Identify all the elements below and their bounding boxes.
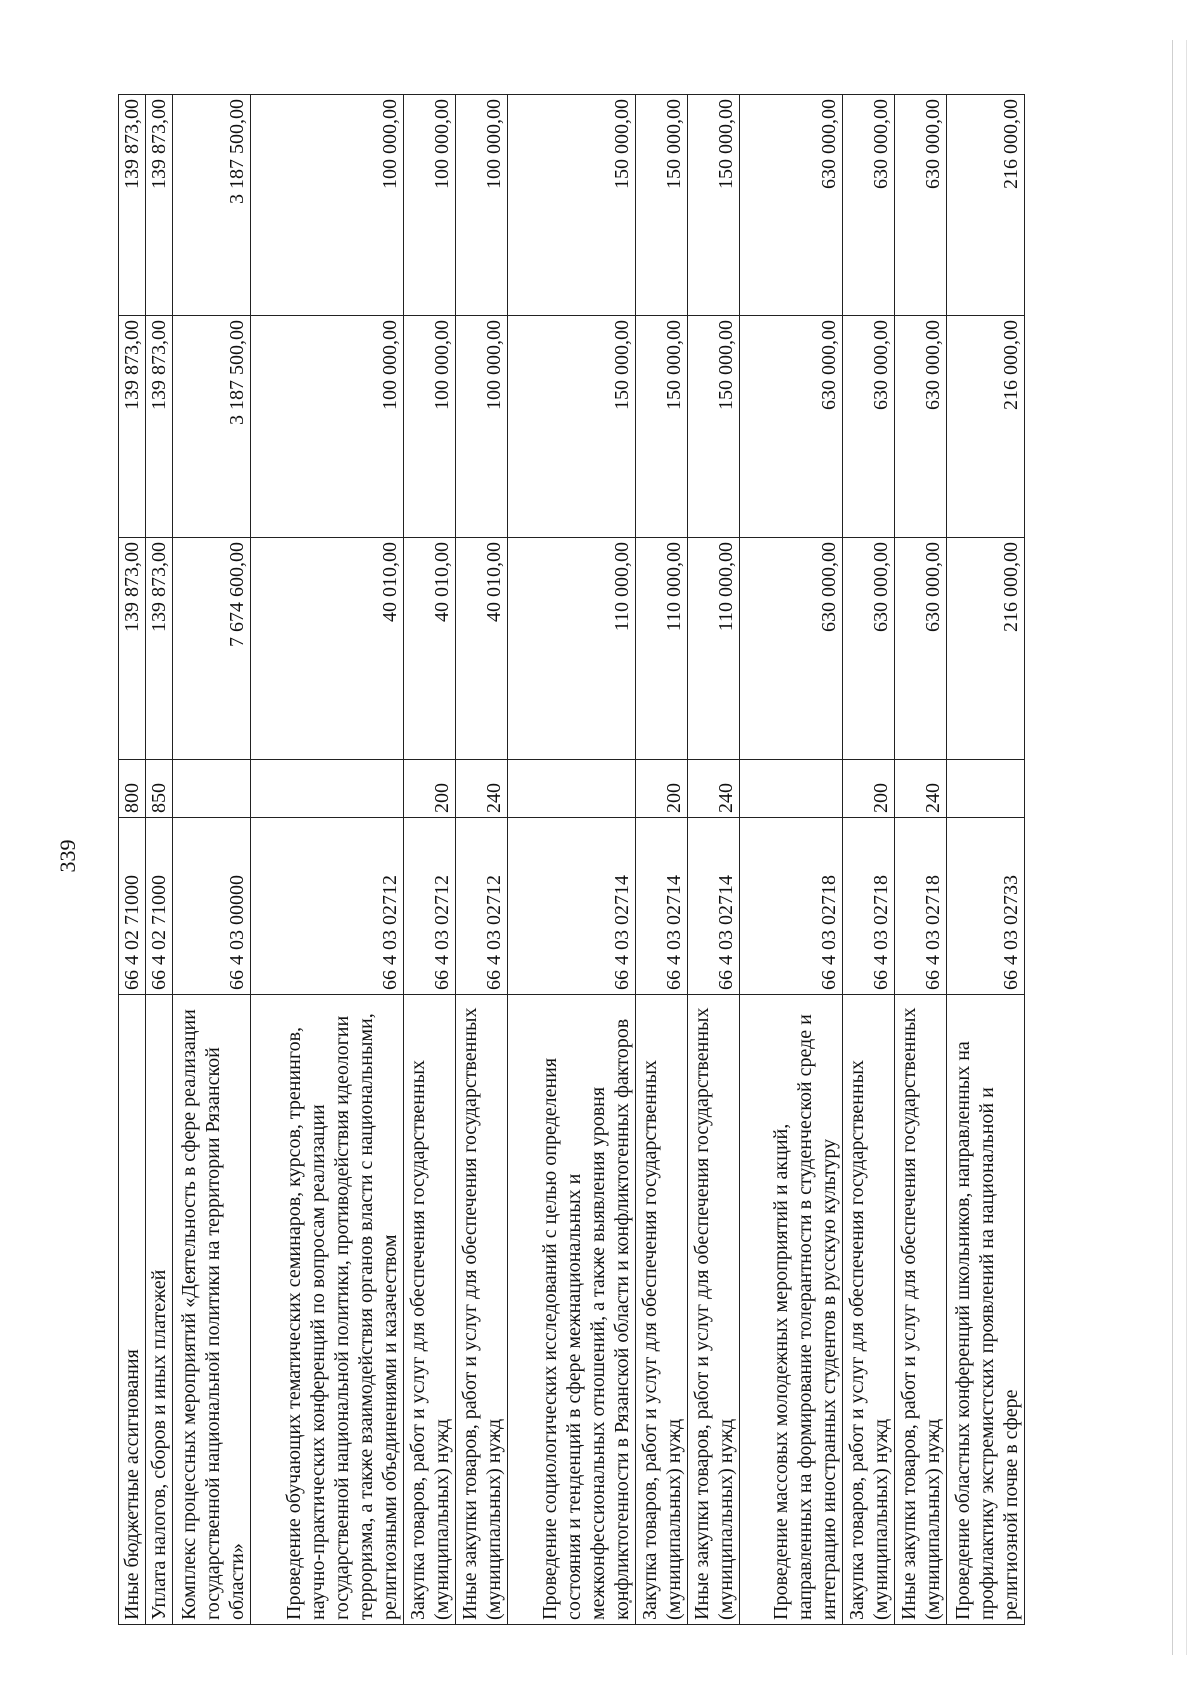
row-amount-3-cell: 100 000,00 bbox=[404, 95, 456, 316]
table-row bbox=[636, 95, 688, 1625]
row-expense-type-cell: 200 bbox=[636, 760, 688, 818]
row-amount-2-cell: 150 000,00 bbox=[508, 316, 636, 538]
row-code-cell: 66 4 03 02718 bbox=[895, 818, 947, 995]
row-code-cell: 66 4 03 02718 bbox=[843, 818, 895, 995]
page-number: 339 bbox=[55, 839, 80, 873]
row-expense-type-cell: 200 bbox=[404, 760, 456, 818]
row-amount-3-cell: 630 000,00 bbox=[740, 95, 843, 316]
row-code-cell: 66 4 03 02712 bbox=[456, 818, 508, 995]
row-amount-3-cell: 100 000,00 bbox=[251, 95, 404, 316]
row-amount-1-cell: 110 000,00 bbox=[688, 538, 740, 760]
row-code-cell: 66 4 03 02712 bbox=[251, 818, 404, 995]
row-expense-type-cell bbox=[740, 760, 843, 818]
row-amount-1-cell: 216 000,00 bbox=[947, 538, 1025, 760]
row-name-cell: Уплата налогов, сборов и иных платежей bbox=[146, 995, 173, 1625]
table-row bbox=[146, 95, 173, 1625]
row-code-cell: 66 4 03 02712 bbox=[404, 818, 456, 995]
row-expense-type-cell bbox=[947, 760, 1025, 818]
row-expense-type-cell: 240 bbox=[688, 760, 740, 818]
row-amount-2-cell: 139 873,00 bbox=[146, 316, 173, 538]
row-name-cell: Проведение обучающих тематических семинаров, курсов, тренингов, научно-практических конференций по вопросам реализации государственной национальной политики, противодействия идеологии терроризма, а также взаимодействия органов власти с национальными, религиозными объединениями и казачеством bbox=[251, 995, 404, 1625]
row-expense-type-cell bbox=[251, 760, 404, 818]
row-name-cell: Проведение социологических исследований с целью определения состояния и тенденций в сфере межнациональных и межконфессиональных отношений, а также выявления уровня конфликтогенности в Рязанской области и конфликтогенных факторов bbox=[508, 995, 636, 1625]
row-expense-type-cell: 200 bbox=[843, 760, 895, 818]
row-amount-2-cell: 100 000,00 bbox=[456, 316, 508, 538]
row-amount-3-cell: 630 000,00 bbox=[895, 95, 947, 316]
row-amount-1-cell: 630 000,00 bbox=[843, 538, 895, 760]
row-amount-2-cell: 630 000,00 bbox=[740, 316, 843, 538]
row-amount-3-cell: 100 000,00 bbox=[456, 95, 508, 316]
table-row bbox=[251, 95, 404, 1625]
row-expense-type-cell bbox=[508, 760, 636, 818]
row-code-cell: 66 4 03 00000 bbox=[173, 818, 251, 995]
row-amount-1-cell: 139 873,00 bbox=[119, 538, 146, 760]
row-code-cell: 66 4 03 02714 bbox=[636, 818, 688, 995]
row-expense-type-cell: 240 bbox=[895, 760, 947, 818]
table-row bbox=[688, 95, 740, 1625]
budget-table bbox=[118, 94, 1025, 1625]
row-name-cell: Комплекс процессных мероприятий «Деятельность в сфере реализации государственной национальной политики на территории Рязанской области» bbox=[173, 995, 251, 1625]
table-row bbox=[173, 95, 251, 1625]
row-amount-1-cell: 110 000,00 bbox=[636, 538, 688, 760]
row-amount-3-cell: 150 000,00 bbox=[688, 95, 740, 316]
row-amount-3-cell: 3 187 500,00 bbox=[173, 95, 251, 316]
row-name-cell: Проведение областных конференций школьников, направленных на профилактику экстремистских проявлений на национальной и религиозной почве в сфере bbox=[947, 995, 1025, 1625]
table-row bbox=[508, 95, 636, 1625]
row-name-cell: Проведение массовых молодежных мероприятий и акций, направленных на формирование толерантности в студенческой среде и интеграцию иностранных студентов в русскую культуру bbox=[740, 995, 843, 1625]
row-amount-2-cell: 150 000,00 bbox=[636, 316, 688, 538]
rotated-table-container bbox=[118, 95, 1078, 1625]
table-row bbox=[119, 95, 146, 1625]
row-name-cell: Иные бюджетные ассигнования bbox=[119, 995, 146, 1625]
row-amount-2-cell: 630 000,00 bbox=[843, 316, 895, 538]
row-expense-type-cell: 850 bbox=[146, 760, 173, 818]
row-code-cell: 66 4 03 02714 bbox=[508, 818, 636, 995]
row-amount-2-cell: 100 000,00 bbox=[404, 316, 456, 538]
row-amount-1-cell: 7 674 600,00 bbox=[173, 538, 251, 760]
row-name-cell: Иные закупки товаров, работ и услуг для обеспечения государственных (муниципальных) нужд bbox=[688, 995, 740, 1625]
scan-edge-line bbox=[1186, 40, 1187, 1655]
table-row bbox=[404, 95, 456, 1625]
row-amount-1-cell: 40 010,00 bbox=[456, 538, 508, 760]
row-amount-2-cell: 150 000,00 bbox=[688, 316, 740, 538]
row-amount-2-cell: 3 187 500,00 bbox=[173, 316, 251, 538]
row-name-cell: Закупка товаров, работ и услуг для обеспечения государственных (муниципальных) нужд bbox=[636, 995, 688, 1625]
row-amount-2-cell: 139 873,00 bbox=[119, 316, 146, 538]
table-row bbox=[895, 95, 947, 1625]
row-expense-type-cell: 240 bbox=[456, 760, 508, 818]
row-code-cell: 66 4 02 71000 bbox=[146, 818, 173, 995]
row-amount-3-cell: 139 873,00 bbox=[146, 95, 173, 316]
row-code-cell: 66 4 02 71000 bbox=[119, 818, 146, 995]
row-amount-1-cell: 630 000,00 bbox=[740, 538, 843, 760]
row-code-cell: 66 4 03 02733 bbox=[947, 818, 1025, 995]
table-row bbox=[456, 95, 508, 1625]
row-amount-3-cell: 150 000,00 bbox=[508, 95, 636, 316]
row-amount-1-cell: 139 873,00 bbox=[146, 538, 173, 760]
row-name-cell: Закупка товаров, работ и услуг для обеспечения государственных (муниципальных) нужд bbox=[404, 995, 456, 1625]
row-amount-2-cell: 100 000,00 bbox=[251, 316, 404, 538]
row-amount-2-cell: 216 000,00 bbox=[947, 316, 1025, 538]
row-expense-type-cell bbox=[173, 760, 251, 818]
row-amount-3-cell: 139 873,00 bbox=[119, 95, 146, 316]
row-amount-3-cell: 150 000,00 bbox=[636, 95, 688, 316]
row-amount-3-cell: 216 000,00 bbox=[947, 95, 1025, 316]
row-name-cell: Закупка товаров, работ и услуг для обеспечения государственных (муниципальных) нужд bbox=[843, 995, 895, 1625]
table-row bbox=[947, 95, 1025, 1625]
row-expense-type-cell: 800 bbox=[119, 760, 146, 818]
row-code-cell: 66 4 03 02718 bbox=[740, 818, 843, 995]
row-amount-3-cell: 630 000,00 bbox=[843, 95, 895, 316]
row-amount-1-cell: 110 000,00 bbox=[508, 538, 636, 760]
row-code-cell: 66 4 03 02714 bbox=[688, 818, 740, 995]
row-name-cell: Иные закупки товаров, работ и услуг для обеспечения государственных (муниципальных) нужд bbox=[456, 995, 508, 1625]
row-amount-1-cell: 40 010,00 bbox=[251, 538, 404, 760]
row-name-cell: Иные закупки товаров, работ и услуг для обеспечения государственных (муниципальных) нужд bbox=[895, 995, 947, 1625]
table-row bbox=[843, 95, 895, 1625]
row-amount-1-cell: 40 010,00 bbox=[404, 538, 456, 760]
row-amount-1-cell: 630 000,00 bbox=[895, 538, 947, 760]
budget-table-body bbox=[119, 95, 1025, 1625]
table-row bbox=[740, 95, 843, 1625]
row-amount-2-cell: 630 000,00 bbox=[895, 316, 947, 538]
scan-edge-line bbox=[1172, 40, 1173, 1655]
